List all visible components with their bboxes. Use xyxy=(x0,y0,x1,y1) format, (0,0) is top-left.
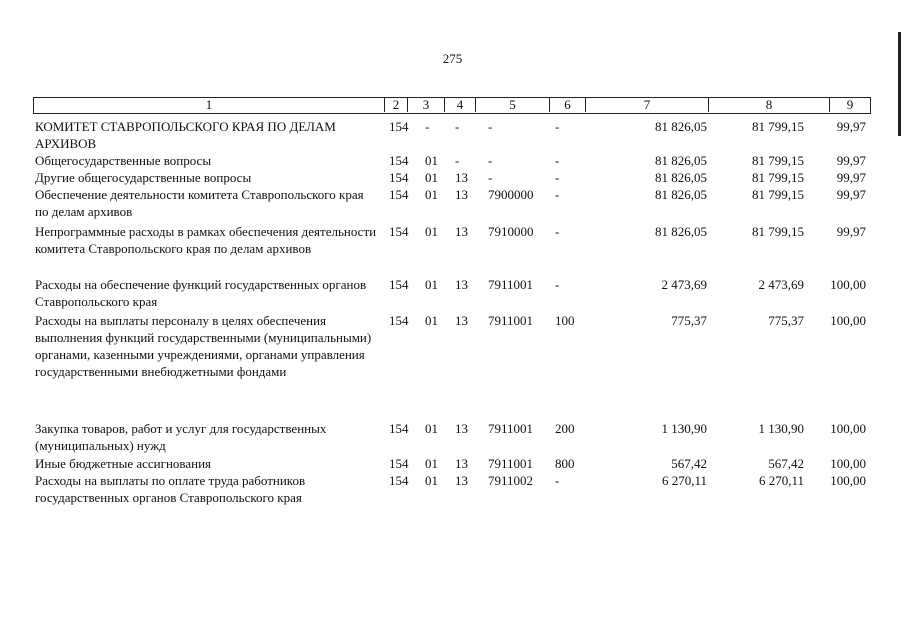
cell-col-8: 6 270,11 xyxy=(758,473,804,488)
row-name: Другие общегосударственные вопросы xyxy=(35,170,252,185)
cell-col-7: 775,37 xyxy=(671,313,707,328)
header-col-5: 5 xyxy=(509,97,516,112)
cell-col-5: 7911001 xyxy=(488,277,534,292)
cell-col-2: 154 xyxy=(389,473,409,488)
row-name: Закупка товаров, работ и услуг для государственных (муниципальных) нужд xyxy=(35,421,327,453)
cell-col-7: 81 826,05 xyxy=(655,153,707,168)
cell-col-3: 01 xyxy=(425,224,438,239)
table-header xyxy=(33,97,871,114)
cell-col-8: 1 130,90 xyxy=(758,421,804,436)
cell-col-2: 154 xyxy=(389,170,409,185)
row-name: Расходы на выплаты по оплате труда работников государственных органов Ставропольского края xyxy=(35,473,306,505)
cell-col-3: - xyxy=(425,119,430,134)
cell-col-5: 7911001 xyxy=(488,313,534,328)
cell-col-6: - xyxy=(555,153,560,168)
header-col-8: 8 xyxy=(765,97,773,112)
header-col-9: 9 xyxy=(846,97,854,112)
cell-col-6: - xyxy=(555,277,560,292)
cell-col-5: 7910000 xyxy=(488,224,534,239)
cell-col-8: 775,37 xyxy=(768,313,804,328)
cell-col-8: 567,42 xyxy=(768,456,804,471)
row-name: Иные бюджетные ассигнования xyxy=(35,456,212,471)
cell-col-5: 7911001 xyxy=(488,456,534,471)
cell-col-9: 99,97 xyxy=(836,187,866,202)
cell-col-9: 100,00 xyxy=(830,313,866,328)
cell-col-7: 81 826,05 xyxy=(655,187,707,202)
cell-col-9: 100,00 xyxy=(830,421,866,436)
margin-rule xyxy=(898,32,901,136)
cell-col-2: 154 xyxy=(389,187,409,202)
cell-col-9: 99,97 xyxy=(836,170,866,185)
cell-col-9: 100,00 xyxy=(830,277,866,292)
cell-col-6: 100 xyxy=(555,313,575,328)
cell-col-8: 2 473,69 xyxy=(758,277,804,292)
cell-col-2: 154 xyxy=(389,313,409,328)
cell-col-7: 81 826,05 xyxy=(655,170,707,185)
cell-col-8: 81 799,15 xyxy=(752,170,804,185)
cell-col-3: 01 xyxy=(425,456,438,471)
header-col-6: 6 xyxy=(564,97,571,112)
cell-col-4: 13 xyxy=(455,170,468,185)
cell-col-9: 100,00 xyxy=(830,456,866,471)
cell-col-9: 99,97 xyxy=(836,153,866,168)
cell-col-2: 154 xyxy=(389,119,409,134)
cell-col-7: 2 473,69 xyxy=(661,277,707,292)
cell-col-5: 7911001 xyxy=(488,421,534,436)
cell-col-2: 154 xyxy=(389,224,409,239)
cell-col-3: 01 xyxy=(425,170,438,185)
cell-col-4: 13 xyxy=(455,421,468,436)
header-col-1: 1 xyxy=(205,97,213,112)
cell-col-4: 13 xyxy=(455,473,468,488)
cell-col-6: - xyxy=(555,170,560,185)
cell-col-4: - xyxy=(455,153,460,168)
row-name: Непрограммные расходы в рамках обеспечения деятельности комитета Ставропольского края по делам архивов xyxy=(35,224,377,256)
row-name: Обеспечение деятельности комитета Ставропольского края по делам архивов xyxy=(35,187,364,219)
cell-col-4: 13 xyxy=(455,456,468,471)
cell-col-2: 154 xyxy=(389,277,409,292)
cell-col-3: 01 xyxy=(425,153,438,168)
cell-col-8: 81 799,15 xyxy=(752,187,804,202)
cell-col-4: 13 xyxy=(455,224,468,239)
header-col-3: 3 xyxy=(422,97,430,112)
cell-col-8: 81 799,15 xyxy=(752,224,804,239)
cell-col-9: 99,97 xyxy=(836,119,866,134)
cell-col-6: - xyxy=(555,187,560,202)
cell-col-9: 100,00 xyxy=(830,473,866,488)
cell-col-2: 154 xyxy=(389,456,409,471)
cell-col-3: 01 xyxy=(425,473,438,488)
cell-col-9: 99,97 xyxy=(836,224,866,239)
cell-col-2: 154 xyxy=(389,421,409,436)
row-name: Расходы на выплаты персоналу в целях обеспечения выполнения функций государственными (муниципальными) органами, казенными учреждениями, органами управления государственными внебюджетными фондами xyxy=(35,313,372,379)
cell-col-3: 01 xyxy=(425,313,438,328)
cell-col-8: 81 799,15 xyxy=(752,119,804,134)
cell-col-7: 81 826,05 xyxy=(655,119,707,134)
cell-col-3: 01 xyxy=(425,421,438,436)
page-number: 275 xyxy=(442,51,463,66)
cell-col-5: - xyxy=(488,170,493,185)
cell-col-4: 13 xyxy=(455,313,468,328)
cell-col-6: - xyxy=(555,119,560,134)
header-col-4: 4 xyxy=(456,97,464,112)
row-name: Общегосударственные вопросы xyxy=(35,153,212,168)
cell-col-4: 13 xyxy=(455,277,468,292)
cell-col-7: 567,42 xyxy=(671,456,707,471)
row-name: Расходы на обеспечение функций государственных органов Ставропольского края xyxy=(35,277,367,309)
cell-col-5: - xyxy=(488,153,493,168)
cell-col-6: 800 xyxy=(555,456,575,471)
row-name: КОМИТЕТ СТАВРОПОЛЬСКОГО КРАЯ ПО ДЕЛАМ АРХИВОВ xyxy=(35,119,336,151)
cell-col-3: 01 xyxy=(425,277,438,292)
cell-col-5: - xyxy=(488,119,493,134)
cell-col-8: 81 799,15 xyxy=(752,153,804,168)
cell-col-5: 7900000 xyxy=(488,187,534,202)
cell-col-7: 6 270,11 xyxy=(661,473,707,488)
cell-col-7: 81 826,05 xyxy=(655,224,707,239)
cell-col-4: - xyxy=(455,119,460,134)
cell-col-5: 7911002 xyxy=(488,473,534,488)
cell-col-7: 1 130,90 xyxy=(661,421,707,436)
cell-col-6: 200 xyxy=(555,421,575,436)
cell-col-6: - xyxy=(555,224,560,239)
cell-col-4: 13 xyxy=(455,187,468,202)
cell-col-6: - xyxy=(555,473,560,488)
header-col-2: 2 xyxy=(392,97,400,112)
header-col-7: 7 xyxy=(643,97,651,112)
cell-col-3: 01 xyxy=(425,187,438,202)
cell-col-2: 154 xyxy=(389,153,409,168)
